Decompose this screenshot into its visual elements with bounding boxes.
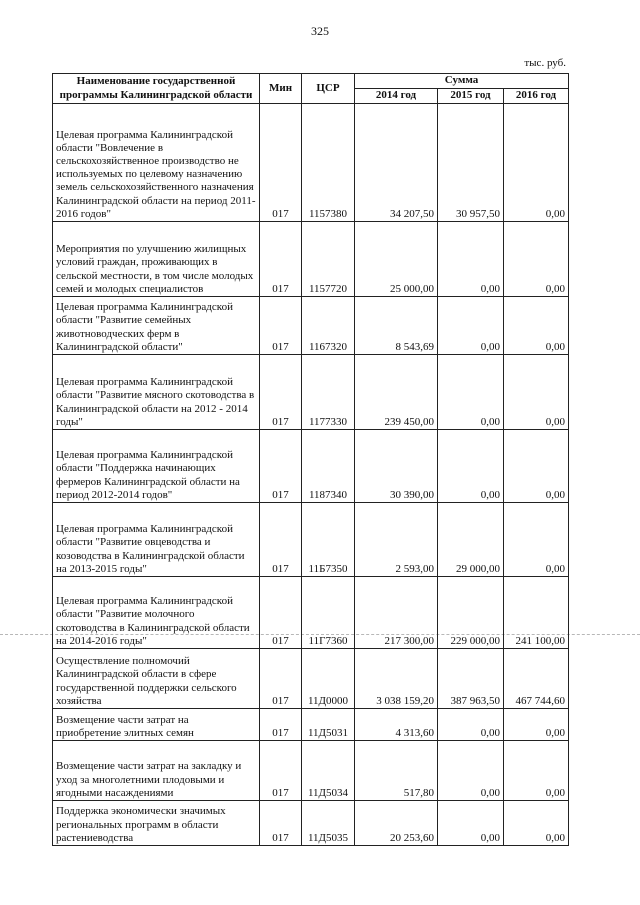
row-min: 017 (260, 297, 302, 355)
row-csr: 1157380 (302, 104, 355, 222)
row-min: 017 (260, 104, 302, 222)
row-min: 017 (260, 430, 302, 503)
header-year-2016: 2016 год (504, 89, 569, 104)
row-min: 017 (260, 741, 302, 801)
table-row (53, 801, 569, 846)
units-label: тыс. руб. (524, 57, 566, 69)
table-row (53, 430, 569, 503)
row-2014: 239 450,00 (355, 355, 438, 430)
row-name: Осуществление полномочий Калининградской области в сфере государственной поддержки сельского хозяйства (53, 649, 260, 709)
row-2014: 2 593,00 (355, 503, 438, 577)
table-row (53, 649, 569, 709)
row-name: Мероприятия по улучшению жилищных условий граждан, проживающих в сельской местности, в том числе молодых семей и молодых специалистов (53, 222, 260, 297)
row-2016: 0,00 (504, 430, 569, 503)
row-min: 017 (260, 709, 302, 741)
header-year-2014: 2014 год (355, 89, 438, 104)
row-min: 017 (260, 801, 302, 846)
row-2014: 34 207,50 (355, 104, 438, 222)
row-2014: 8 543,69 (355, 297, 438, 355)
row-2015: 229 000,00 (438, 577, 504, 649)
row-2016: 0,00 (504, 741, 569, 801)
row-csr: 1157720 (302, 222, 355, 297)
table-row (53, 297, 569, 355)
row-csr: 1177330 (302, 355, 355, 430)
table-row (53, 577, 569, 649)
row-2015: 0,00 (438, 222, 504, 297)
header-name: Наименование государственной программы Калининградской области (53, 74, 260, 104)
row-csr: 11Д5034 (302, 741, 355, 801)
row-2015: 0,00 (438, 801, 504, 846)
row-2014: 517,80 (355, 741, 438, 801)
row-name: Целевая программа Калининградской области "Вовлечение в сельскохозяйственное производство не используемых по целевому назначению земель сельскохозяйственного назначения Калининградской области на период 2011-2016 годов" (53, 104, 260, 222)
row-csr: 11Б7350 (302, 503, 355, 577)
row-2015: 0,00 (438, 355, 504, 430)
row-name: Целевая программа Калининградской области "Развитие овцеводства и козоводства в Калининградской области на 2013-2015 годы" (53, 503, 260, 577)
row-name: Возмещение части затрат на приобретение элитных семян (53, 709, 260, 741)
table-row (53, 355, 569, 430)
header-min: Мин (260, 74, 302, 104)
row-2015: 0,00 (438, 709, 504, 741)
row-2015: 0,00 (438, 741, 504, 801)
row-name: Возмещение части затрат на закладку и уход за многолетними плодовыми и ягодными насаждениями (53, 741, 260, 801)
budget-table (52, 73, 569, 846)
row-csr: 11Д0000 (302, 649, 355, 709)
row-2016: 241 100,00 (504, 577, 569, 649)
row-min: 017 (260, 577, 302, 649)
row-2014: 20 253,60 (355, 801, 438, 846)
row-2014: 4 313,60 (355, 709, 438, 741)
row-csr: 11Д5035 (302, 801, 355, 846)
row-2016: 467 744,60 (504, 649, 569, 709)
row-2016: 0,00 (504, 355, 569, 430)
table-row (53, 222, 569, 297)
row-2016: 0,00 (504, 104, 569, 222)
page-number: 325 (311, 24, 329, 38)
row-csr: 1187340 (302, 430, 355, 503)
row-2015: 30 957,50 (438, 104, 504, 222)
row-2016: 0,00 (504, 801, 569, 846)
header-year-2015: 2015 год (438, 89, 504, 104)
row-min: 017 (260, 355, 302, 430)
row-2016: 0,00 (504, 297, 569, 355)
row-2015: 29 000,00 (438, 503, 504, 577)
row-2014: 217 300,00 (355, 577, 438, 649)
row-2014: 3 038 159,20 (355, 649, 438, 709)
row-2015: 0,00 (438, 297, 504, 355)
row-min: 017 (260, 222, 302, 297)
row-name: Целевая программа Калининградской области "Поддержка начинающих фермеров Калининградской области на период 2012-2014 годов" (53, 430, 260, 503)
row-2016: 0,00 (504, 503, 569, 577)
table-row (53, 503, 569, 577)
row-2016: 0,00 (504, 222, 569, 297)
row-2016: 0,00 (504, 709, 569, 741)
header-sum: Сумма (355, 74, 569, 89)
row-name: Поддержка экономически значимых региональных программ в области растениеводства (53, 801, 260, 846)
row-csr: 11Д5031 (302, 709, 355, 741)
row-2014: 25 000,00 (355, 222, 438, 297)
table-row (53, 104, 569, 222)
row-min: 017 (260, 649, 302, 709)
row-csr: 11Г7360 (302, 577, 355, 649)
row-name: Целевая программа Калининградской области "Развитие мясного скотоводства в Калининградской области на 2012 - 2014 годы" (53, 355, 260, 430)
row-2014: 30 390,00 (355, 430, 438, 503)
row-name: Целевая программа Калининградской области "Развитие молочного скотоводства в Калининградской области на 2014-2016 годы" (53, 577, 260, 649)
row-2015: 0,00 (438, 430, 504, 503)
row-csr: 1167320 (302, 297, 355, 355)
row-min: 017 (260, 503, 302, 577)
table-row (53, 741, 569, 801)
header-csr: ЦСР (302, 74, 355, 104)
row-name: Целевая программа Калининградской области "Развитие семейных животноводческих ферм в Калининградской области" (53, 297, 260, 355)
table-row (53, 709, 569, 741)
row-2015: 387 963,50 (438, 649, 504, 709)
